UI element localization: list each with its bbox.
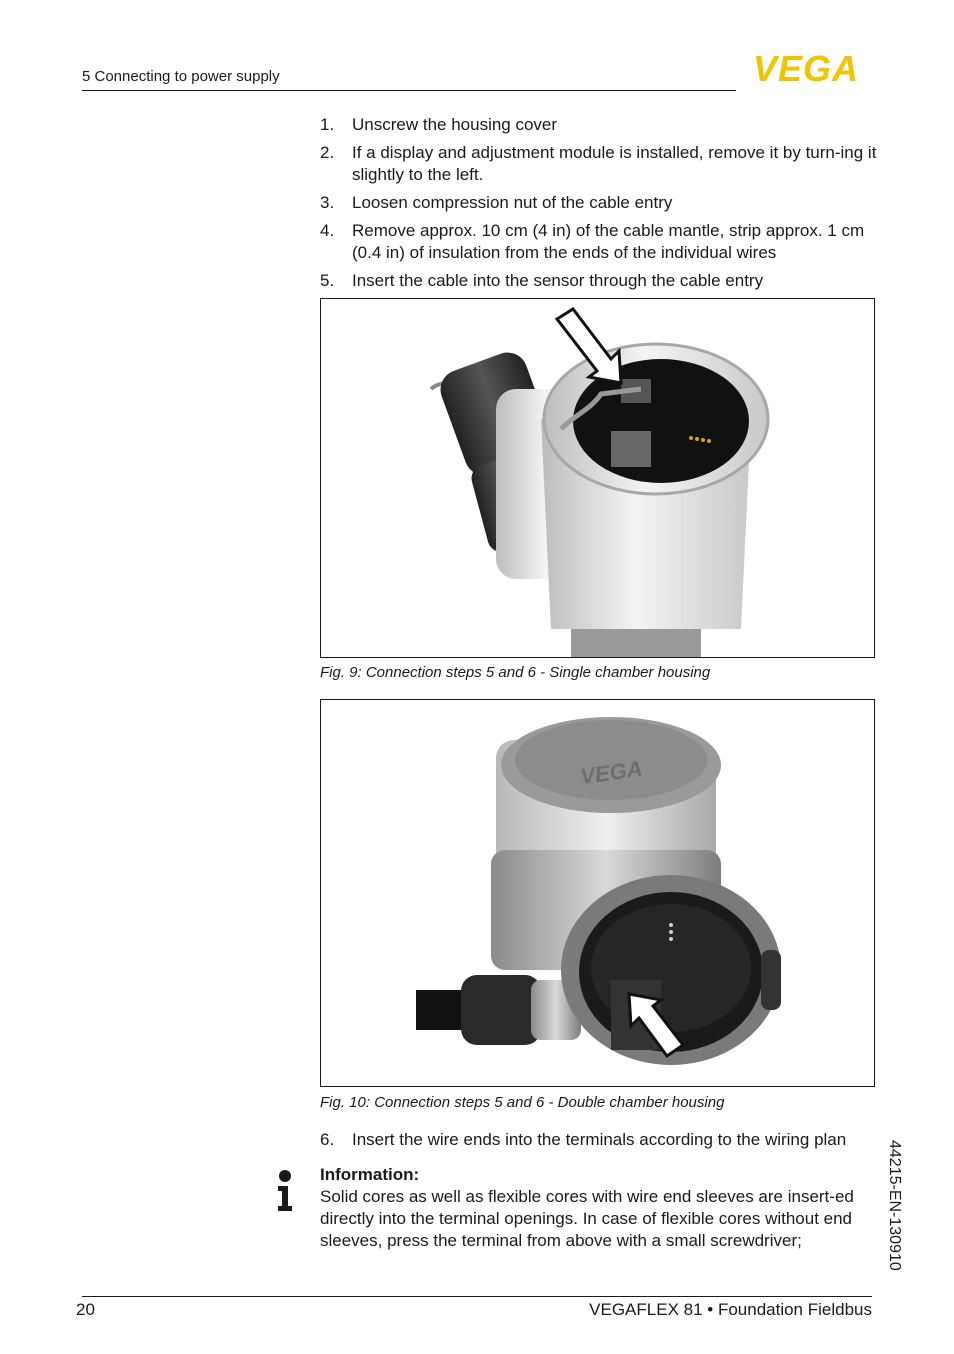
step-number: 3. — [320, 193, 335, 212]
step-item — [320, 1130, 880, 1150]
step-number: 1. — [320, 115, 335, 134]
double-chamber-illustration — [321, 700, 874, 1086]
figure-9-caption: Fig. 9: Connection steps 5 and 6 - Single chamber housing — [320, 664, 711, 681]
step-text: If a display and adjustment module is installed, remove it by turn-ing it slightly to the left. — [352, 143, 877, 184]
step-text: Insert the cable into the sensor through the cable entry — [352, 271, 764, 290]
figure-double-chamber — [320, 699, 875, 1087]
footer-rule — [82, 1296, 872, 1297]
step-item — [320, 220, 880, 264]
step-text: Loosen compression nut of the cable entry — [352, 193, 673, 212]
step-text: Insert the wire ends into the terminals according to the wiring plan — [352, 1130, 847, 1149]
step-number: 2. — [320, 143, 335, 162]
step-number: 4. — [320, 221, 335, 240]
step-item — [320, 192, 880, 214]
vega-logo-text: VEGA — [752, 52, 860, 84]
lid-logo-text: VEGA — [578, 755, 644, 790]
information-title: Information: — [320, 1165, 420, 1184]
document-code — [877, 1140, 907, 1300]
running-header: 5 Connecting to power supply — [82, 68, 280, 85]
figure-10-caption: Fig. 10: Connection steps 5 and 6 - Double chamber housing — [320, 1094, 725, 1111]
information-body: Solid cores as well as flexible cores with wire end sleeves are insert-ed directly into the terminal openings. In case of flexible cores without end sleeves, press the terminal from above with a small screwdriver; — [320, 1187, 854, 1250]
step-item — [320, 114, 880, 136]
info-icon — [276, 1170, 294, 1212]
step-item — [320, 270, 880, 292]
step-text: Remove approx. 10 cm (4 in) of the cable mantle, strip approx. 1 cm (0.4 in) of insulation from the ends of the individual wires — [352, 221, 865, 262]
step-number: 6. — [320, 1130, 335, 1149]
step-number: 5. — [320, 271, 335, 290]
single-chamber-illustration — [321, 299, 874, 657]
step-item — [320, 142, 880, 186]
footer-title: VEGAFLEX 81 • Foundation Fieldbus — [589, 1300, 872, 1319]
step-text: Unscrew the housing cover — [352, 115, 558, 134]
step-list — [320, 114, 880, 298]
document-code-text: 44215-EN-130910 — [886, 1140, 903, 1271]
vega-logo — [740, 52, 872, 84]
header-rule — [82, 90, 736, 91]
figure-single-chamber — [320, 298, 875, 658]
page-number: 20 — [76, 1300, 95, 1319]
information-note — [320, 1164, 876, 1252]
